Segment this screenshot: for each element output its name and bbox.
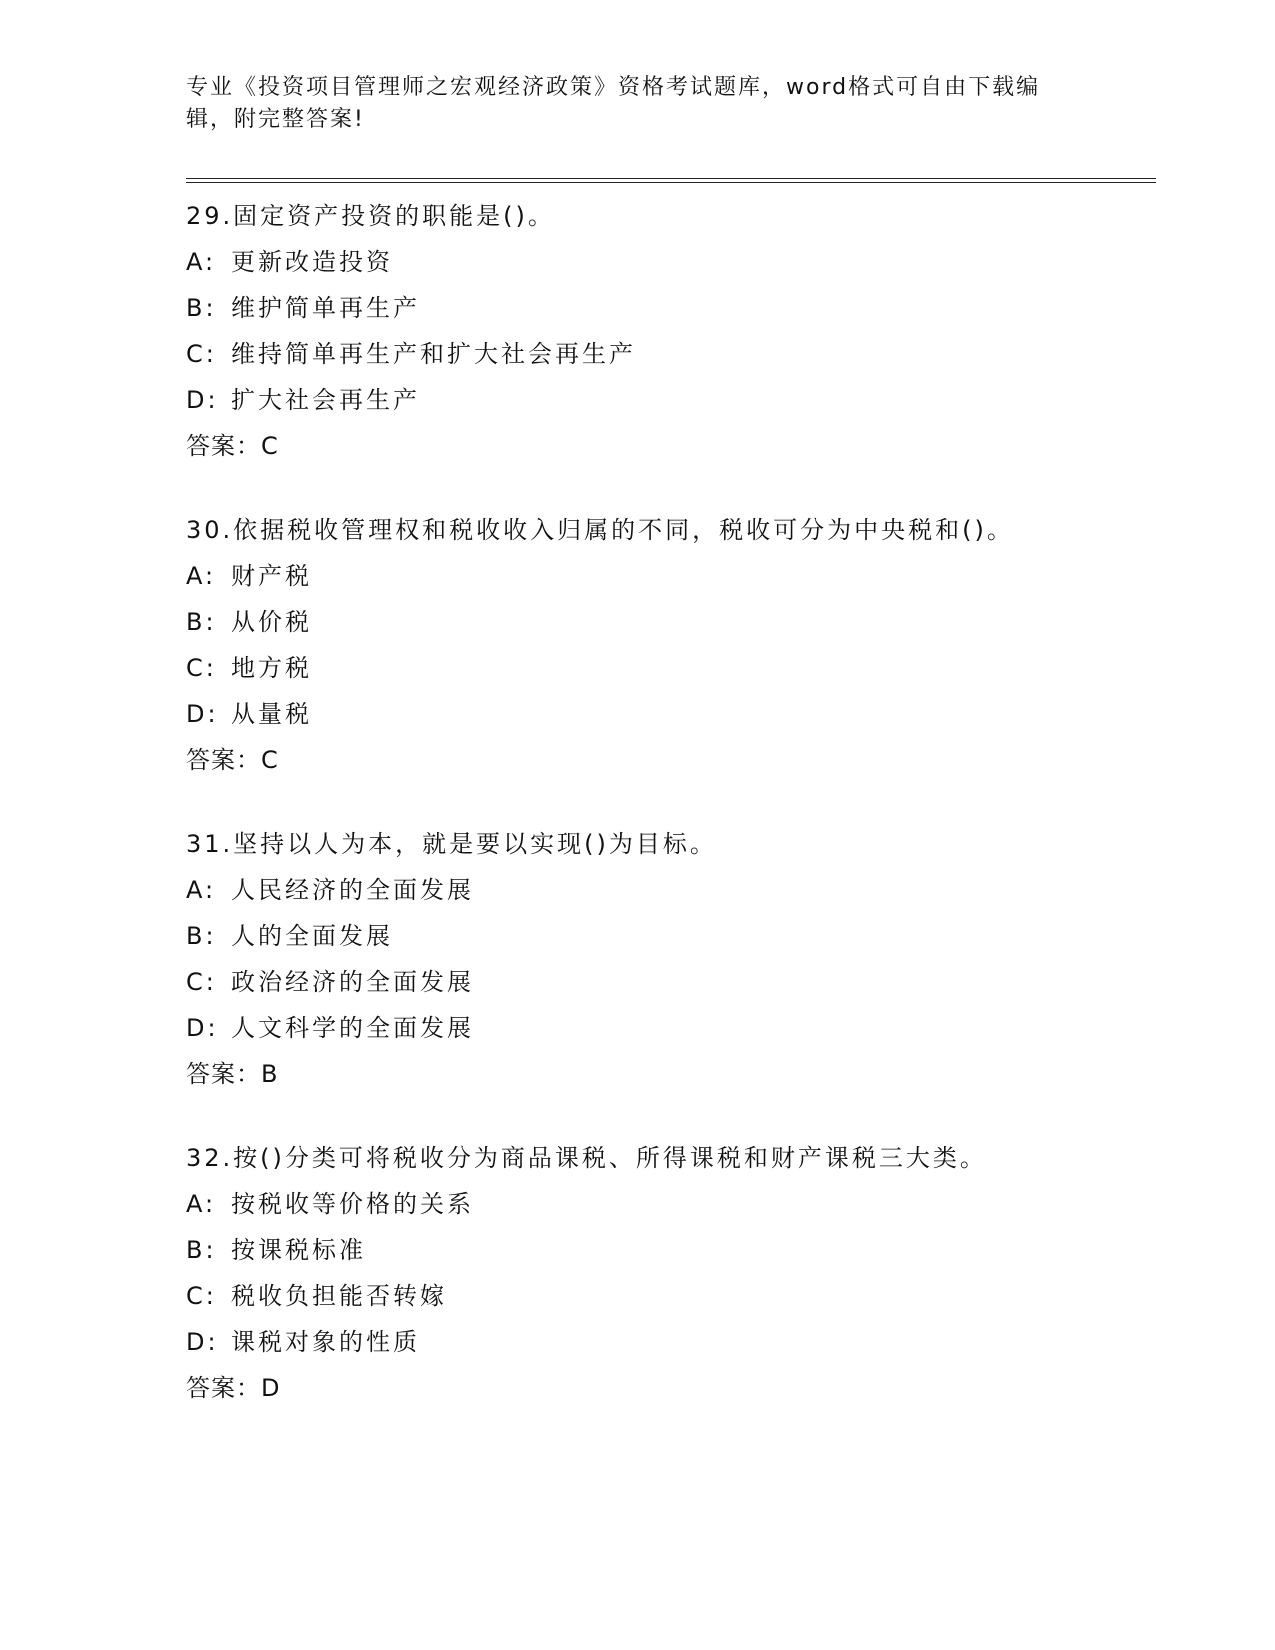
question-32 <box>186 1135 1156 1411</box>
option-text: 更新改造投资 <box>231 248 393 276</box>
option-c <box>186 645 1156 691</box>
option-key: C: <box>186 654 217 682</box>
question-stem: 31.坚持以人为本，就是要以实现()为目标。 <box>186 830 717 858</box>
option-key: B: <box>186 608 217 636</box>
option-text: 人文科学的全面发展 <box>231 1014 474 1042</box>
option-text: 政治经济的全面发展 <box>231 968 474 996</box>
option-key: D: <box>186 1014 219 1042</box>
option-d <box>186 1319 1156 1365</box>
option-key: B: <box>186 922 217 950</box>
option-b <box>186 599 1156 645</box>
question-31 <box>186 821 1156 1097</box>
option-d <box>186 691 1156 737</box>
option-a <box>186 867 1156 913</box>
option-text: 从价税 <box>231 608 312 636</box>
option-text: 财产税 <box>231 562 312 590</box>
option-text: 扩大社会再生产 <box>231 386 420 414</box>
option-key: D: <box>186 1328 219 1356</box>
option-key: D: <box>186 700 219 728</box>
option-b <box>186 285 1156 331</box>
option-text: 维护简单再生产 <box>231 294 420 322</box>
option-key: C: <box>186 340 217 368</box>
option-key: A: <box>186 248 217 276</box>
answer-line: 答案：B <box>186 1060 279 1088</box>
question-30 <box>186 507 1156 783</box>
question-stem: 29.固定资产投资的职能是()。 <box>186 202 555 230</box>
option-c <box>186 1273 1156 1319</box>
question-stem: 32.按()分类可将税收分为商品课税、所得课税和财产课税三大类。 <box>186 1144 987 1172</box>
option-text: 按税收等价格的关系 <box>231 1190 474 1218</box>
option-b <box>186 913 1156 959</box>
option-key: C: <box>186 968 217 996</box>
option-key: C: <box>186 1282 217 1310</box>
document-page <box>186 72 1156 1449</box>
question-29 <box>186 193 1156 469</box>
divider-line-bottom <box>186 182 1156 183</box>
option-c <box>186 959 1156 1005</box>
option-key: A: <box>186 876 217 904</box>
answer-line: 答案：D <box>186 1374 281 1402</box>
option-text: 课税对象的性质 <box>231 1328 420 1356</box>
question-stem: 30.依据税收管理权和税收收入归属的不同，税收可分为中央税和()。 <box>186 516 1014 544</box>
option-a <box>186 239 1156 285</box>
option-key: B: <box>186 294 217 322</box>
option-key: D: <box>186 386 219 414</box>
option-text: 税收负担能否转嫁 <box>231 1282 447 1310</box>
option-d <box>186 377 1156 423</box>
option-text: 人民经济的全面发展 <box>231 876 474 904</box>
option-text: 人的全面发展 <box>231 922 393 950</box>
option-key: A: <box>186 562 217 590</box>
option-key: B: <box>186 1236 217 1264</box>
option-c <box>186 331 1156 377</box>
answer-line: 答案：C <box>186 432 279 460</box>
header-divider <box>186 178 1156 183</box>
answer-line: 答案：C <box>186 746 279 774</box>
option-a <box>186 1181 1156 1227</box>
question-list <box>186 193 1156 1411</box>
option-text: 维持简单再生产和扩大社会再生产 <box>231 340 636 368</box>
document-header: 专业《投资项目管理师之宏观经济政策》资格考试题库，word格式可自由下载编辑，附完整答案! <box>186 75 1041 132</box>
option-key: A: <box>186 1190 217 1218</box>
option-text: 地方税 <box>231 654 312 682</box>
option-b <box>186 1227 1156 1273</box>
option-text: 按课税标准 <box>231 1236 366 1264</box>
option-a <box>186 553 1156 599</box>
divider-line-top <box>186 178 1156 179</box>
option-d <box>186 1005 1156 1051</box>
option-text: 从量税 <box>231 700 312 728</box>
